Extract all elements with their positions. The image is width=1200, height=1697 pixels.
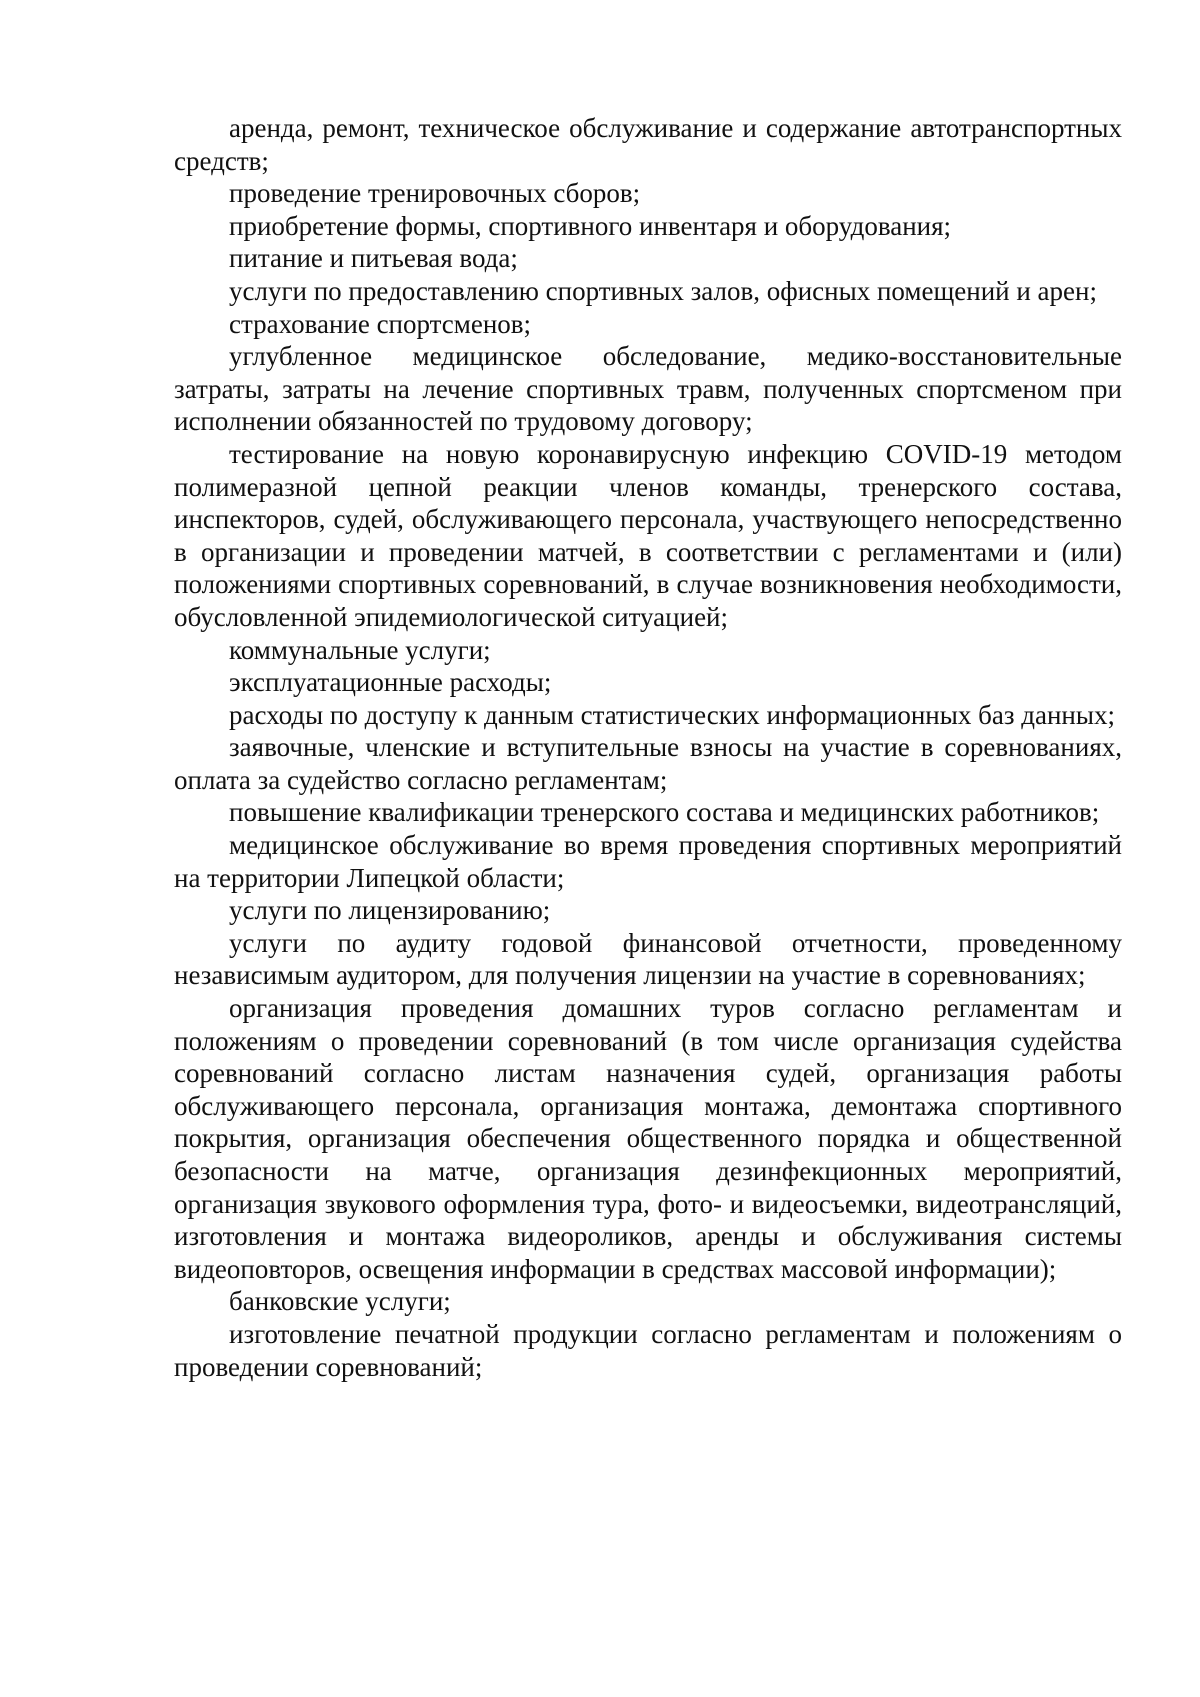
paragraph-licensing: услуги по лицензированию; [229, 895, 551, 926]
paragraph-halls-offices: услуги по предоставлению спортивных залов, офисных помещений и арен; [229, 275, 1097, 306]
paragraph-staff-training: повышение квалификации тренерского состава и медицинских работников; [229, 797, 1100, 828]
paragraph-uniform-equipment: приобретение формы, спортивного инвентаря и оборудования; [229, 210, 952, 241]
paragraph-entry-fees: заявочные, членские и вступительные взносы на участие в соревнованиях, оплата за судейство согласно регламентам; [174, 732, 1122, 795]
paragraph-statistics-databases: расходы по доступу к данным статистических информационных баз данных; [229, 699, 1116, 730]
paragraph-printed-materials: изготовление печатной продукции согласно регламентам и положениям о проведении соревнований; [174, 1318, 1122, 1382]
paragraph-audit: услуги по аудиту годовой финансовой отчетности, проведенному независимым аудитором, для получения лицензии на участие в соревнованиях; [174, 927, 1122, 991]
paragraph-operating-costs: эксплуатационные расходы; [229, 667, 552, 698]
paragraph-covid-testing: тестирование на новую коронавирусную инфекцию COVID-19 методом полимеразной цепной реакции членов команды, тренерского состава, инспекторов, судей, обслуживающего персонала, участвующего непосредственно в организации и проведении матчей, в соответствии с регламентами и (или) положениями спортивных соревнований, в случае возникновения необходимости, обусловленной эпидемиологической ситуацией; [174, 438, 1122, 632]
paragraph-training-camps: проведение тренировочных сборов; [229, 178, 641, 209]
paragraph-vehicle-rental: аренда, ремонт, техническое обслуживание и содержание автотранспортных средств; [174, 113, 1122, 176]
paragraph-banking: банковские услуги; [229, 1286, 451, 1317]
paragraph-home-tours: организация проведения домашних туров согласно регламентам и положениям о проведении соревнований (в том числе организация судейства соревнований согласно листам назначения судей, организация работы обслуживающего персонала, организация монтажа, демонтажа спортивного покрытия, организация обеспечения общественного порядка и общественной безопасности на матче, организация дезинфекционных мероприятий, организация звукового оформления тура, фото- и видеосъемки, видеотрансляций, изготовления и монтажа видеороликов, аренды и обслуживания системы видеоповторов, освещения информации в средствах массовой информации); [174, 993, 1122, 1284]
document-body [174, 112, 1122, 1383]
paragraph-medical-examination: углубленное медицинское обследование, медико-восстановительные затраты, затраты на лечение спортивных травм, полученных спортсменом при исполнении обязанностей по трудовому договору; [174, 341, 1122, 437]
paragraph-event-medical-service: медицинское обслуживание во время проведения спортивных мероприятий на территории Липецкой области; [174, 830, 1122, 893]
paragraph-athlete-insurance: страхование спортсменов; [229, 308, 532, 339]
paragraph-utilities: коммунальные услуги; [229, 634, 491, 665]
paragraph-food-water: питание и питьевая вода; [229, 243, 518, 274]
